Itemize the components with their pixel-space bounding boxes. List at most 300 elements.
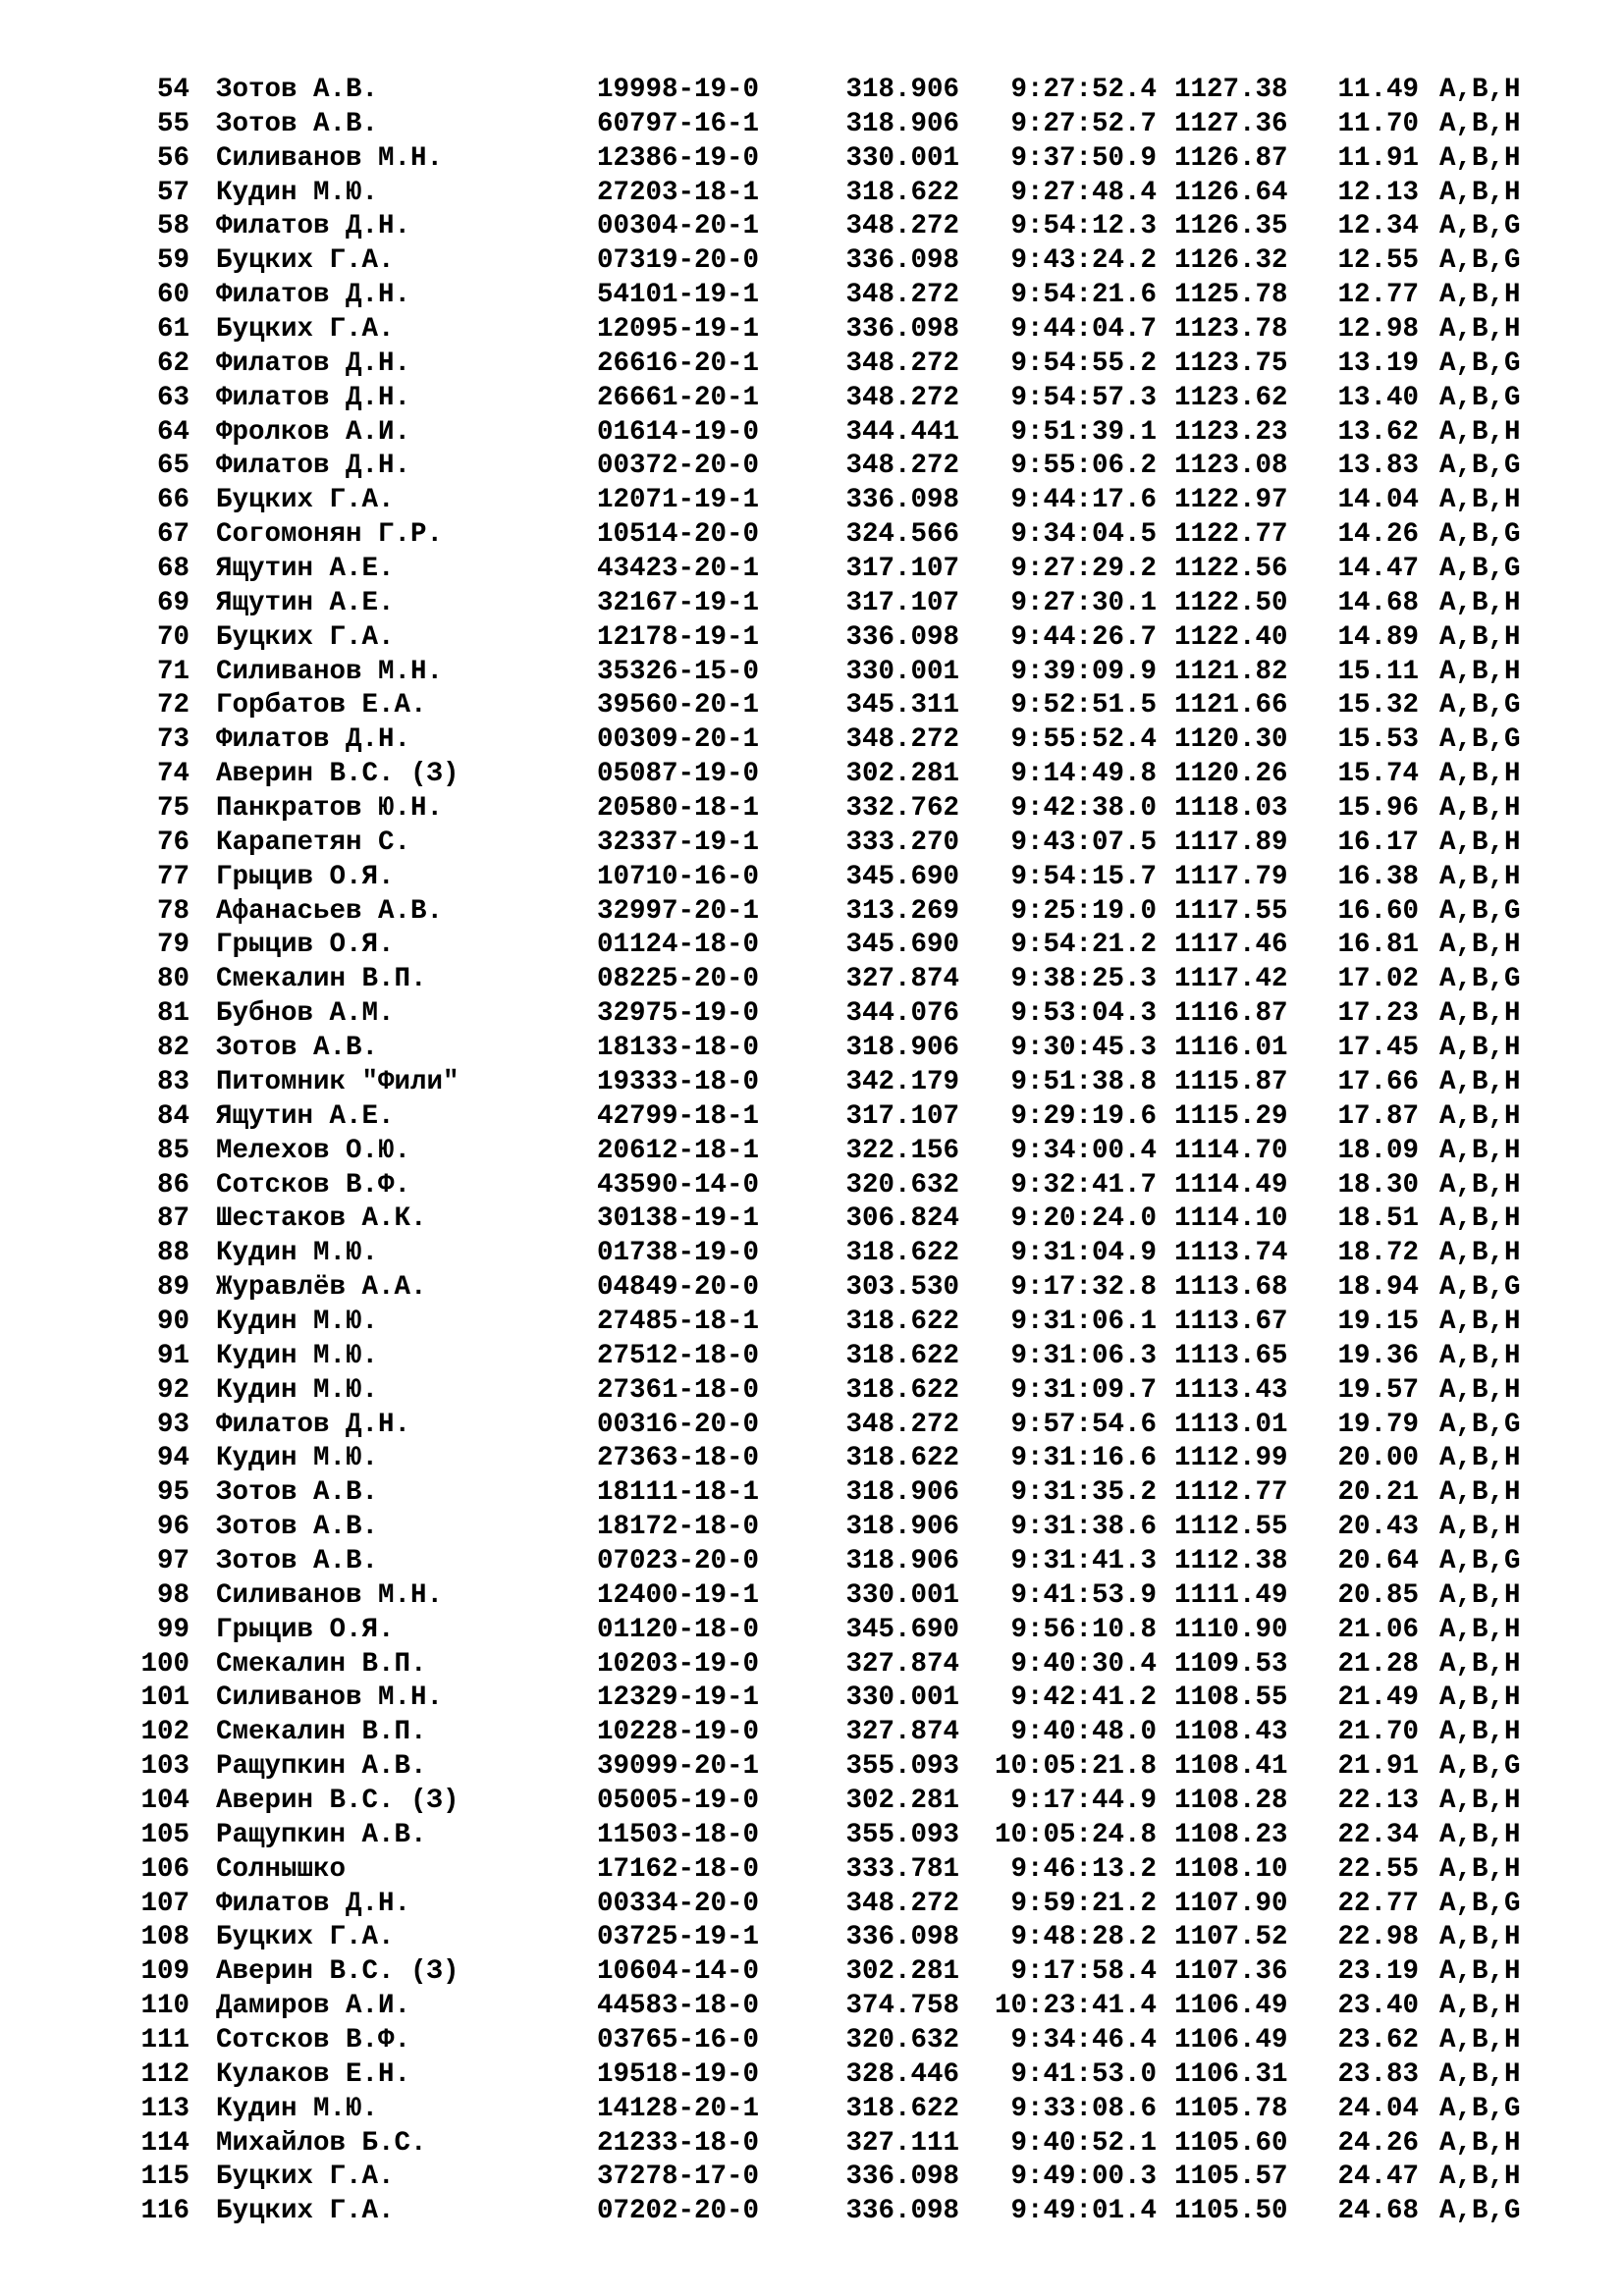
arrival-time: 9:31:04.9 xyxy=(1010,1238,1157,1269)
ring-number: 01120-18-0 xyxy=(597,1614,760,1645)
result-row xyxy=(0,1237,1623,1271)
fancier-name: Буцких Г.А. xyxy=(216,314,395,346)
speed: 1115.87 xyxy=(1174,1066,1288,1097)
coefficient: 21.70 xyxy=(1337,1717,1419,1748)
result-row xyxy=(0,2195,1623,2229)
speed: 1107.90 xyxy=(1174,1888,1288,1919)
place-number: 73 xyxy=(156,724,189,756)
fancier-name: Смекалин В.П. xyxy=(216,1717,427,1748)
category-flags: A,B,H xyxy=(1439,1033,1521,1064)
ring-number: 00309-20-1 xyxy=(597,724,760,756)
category-flags: A,B,H xyxy=(1439,621,1521,653)
fancier-name: Кудин М.Ю. xyxy=(216,1306,379,1337)
coefficient: 19.15 xyxy=(1337,1306,1419,1337)
result-row xyxy=(0,1785,1623,1819)
fancier-name: Филатов Д.Н. xyxy=(216,1888,411,1919)
fancier-name: Ящутин А.Е. xyxy=(216,554,395,585)
fancier-name: Ращупкин А.В. xyxy=(216,1819,427,1850)
distance: 318.906 xyxy=(845,75,959,105)
result-row xyxy=(0,1614,1623,1648)
ring-number: 35326-15-0 xyxy=(597,656,760,687)
place-number: 83 xyxy=(156,1066,189,1097)
speed: 1127.36 xyxy=(1174,108,1288,139)
category-flags: A,B,H xyxy=(1439,1579,1521,1611)
coefficient: 17.87 xyxy=(1337,1100,1419,1132)
ring-number: 18172-18-0 xyxy=(597,1512,760,1543)
place-number: 84 xyxy=(156,1100,189,1132)
place-number: 113 xyxy=(140,2093,189,2124)
ring-number: 01124-18-0 xyxy=(597,930,760,961)
speed: 1117.89 xyxy=(1174,827,1288,858)
category-flags: A,B,G xyxy=(1439,690,1521,721)
distance: 345.690 xyxy=(845,861,959,892)
coefficient: 14.26 xyxy=(1337,519,1419,551)
ring-number: 20612-18-1 xyxy=(597,1135,760,1166)
speed: 1110.90 xyxy=(1174,1614,1288,1645)
ring-number: 01738-19-0 xyxy=(597,1238,760,1269)
result-row xyxy=(0,1648,1623,1682)
category-flags: A,B,G xyxy=(1439,211,1521,242)
ring-number: 32167-19-1 xyxy=(597,587,760,618)
ring-number: 10203-19-0 xyxy=(597,1648,760,1680)
result-row xyxy=(0,518,1623,553)
result-row xyxy=(0,1409,1623,1443)
speed: 1117.55 xyxy=(1174,895,1288,927)
place-number: 55 xyxy=(156,108,189,139)
result-row xyxy=(0,1032,1623,1066)
arrival-time: 9:54:12.3 xyxy=(1010,211,1157,242)
distance: 320.632 xyxy=(845,2024,959,2056)
coefficient: 15.74 xyxy=(1337,759,1419,790)
coefficient: 21.06 xyxy=(1337,1614,1419,1645)
coefficient: 18.51 xyxy=(1337,1203,1419,1235)
distance: 355.093 xyxy=(845,1819,959,1850)
place-number: 98 xyxy=(156,1579,189,1611)
speed: 1126.35 xyxy=(1174,211,1288,242)
result-row xyxy=(0,1100,1623,1135)
place-number: 72 xyxy=(156,690,189,721)
distance: 348.272 xyxy=(845,347,959,379)
distance: 318.622 xyxy=(845,1238,959,1269)
fancier-name: Дамиров А.И. xyxy=(216,1991,411,2022)
result-row xyxy=(0,1853,1623,1888)
category-flags: A,B,H xyxy=(1439,2058,1521,2090)
fancier-name: Афанасьев А.В. xyxy=(216,895,444,927)
speed: 1126.64 xyxy=(1174,177,1288,208)
place-number: 91 xyxy=(156,1340,189,1371)
place-number: 110 xyxy=(140,1991,189,2022)
distance: 318.622 xyxy=(845,1443,959,1474)
speed: 1114.49 xyxy=(1174,1169,1288,1201)
ring-number: 37278-17-0 xyxy=(597,2162,760,2193)
fancier-name: Согомонян Г.Р. xyxy=(216,519,444,551)
distance: 322.156 xyxy=(845,1135,959,1166)
result-row xyxy=(0,1990,1623,2024)
result-row xyxy=(0,2024,1623,2058)
result-row xyxy=(0,1955,1623,1990)
place-number: 56 xyxy=(156,142,189,174)
distance: 336.098 xyxy=(845,2196,959,2227)
ring-number: 12329-19-1 xyxy=(597,1682,760,1714)
speed: 1112.99 xyxy=(1174,1443,1288,1474)
result-row xyxy=(0,1682,1623,1716)
category-flags: A,B,H xyxy=(1439,1819,1521,1850)
result-row xyxy=(0,621,1623,656)
coefficient: 20.85 xyxy=(1337,1579,1419,1611)
place-number: 115 xyxy=(140,2162,189,2193)
coefficient: 14.89 xyxy=(1337,621,1419,653)
arrival-time: 9:31:06.3 xyxy=(1010,1340,1157,1371)
distance: 332.762 xyxy=(845,793,959,825)
result-row xyxy=(0,1716,1623,1750)
distance: 345.311 xyxy=(845,690,959,721)
result-row xyxy=(0,929,1623,963)
fancier-name: Буцких Г.А. xyxy=(216,2162,395,2193)
arrival-time: 9:44:26.7 xyxy=(1010,621,1157,653)
speed: 1121.82 xyxy=(1174,656,1288,687)
ring-number: 10228-19-0 xyxy=(597,1717,760,1748)
place-number: 104 xyxy=(140,1785,189,1816)
fancier-name: Фролков А.И. xyxy=(216,416,411,448)
distance: 374.758 xyxy=(845,1991,959,2022)
speed: 1115.29 xyxy=(1174,1100,1288,1132)
distance: 330.001 xyxy=(845,1682,959,1714)
arrival-time: 9:20:24.0 xyxy=(1010,1203,1157,1235)
place-number: 86 xyxy=(156,1169,189,1201)
distance: 355.093 xyxy=(845,1751,959,1783)
result-row xyxy=(0,1271,1623,1306)
ring-number: 07319-20-0 xyxy=(597,245,760,277)
ring-number: 60797-16-1 xyxy=(597,108,760,139)
category-flags: A,B,H xyxy=(1439,1785,1521,1816)
coefficient: 11.70 xyxy=(1337,108,1419,139)
arrival-time: 9:33:08.6 xyxy=(1010,2093,1157,2124)
arrival-time: 9:27:29.2 xyxy=(1010,554,1157,585)
arrival-time: 9:41:53.0 xyxy=(1010,2058,1157,2090)
category-flags: A,B,H xyxy=(1439,1614,1521,1645)
fancier-name: Карапетян С. xyxy=(216,827,411,858)
fancier-name: Филатов Д.Н. xyxy=(216,280,411,311)
result-row xyxy=(0,1545,1623,1579)
category-flags: A,B,G xyxy=(1439,1545,1521,1576)
coefficient: 13.40 xyxy=(1337,382,1419,413)
coefficient: 16.81 xyxy=(1337,930,1419,961)
arrival-time: 9:55:06.2 xyxy=(1010,451,1157,482)
ring-number: 00372-20-0 xyxy=(597,451,760,482)
speed: 1108.55 xyxy=(1174,1682,1288,1714)
result-row xyxy=(0,1511,1623,1545)
fancier-name: Аверин В.С. (З) xyxy=(216,759,460,790)
place-number: 92 xyxy=(156,1374,189,1406)
distance: 324.566 xyxy=(845,519,959,551)
arrival-time: 9:34:04.5 xyxy=(1010,519,1157,551)
distance: 302.281 xyxy=(845,759,959,790)
coefficient: 18.72 xyxy=(1337,1238,1419,1269)
ring-number: 27512-18-0 xyxy=(597,1340,760,1371)
place-number: 78 xyxy=(156,895,189,927)
place-number: 95 xyxy=(156,1477,189,1509)
category-flags: A,B,H xyxy=(1439,1100,1521,1132)
coefficient: 23.62 xyxy=(1337,2024,1419,2056)
ring-number: 01614-19-0 xyxy=(597,416,760,448)
place-number: 111 xyxy=(140,2024,189,2056)
result-row xyxy=(0,142,1623,177)
speed: 1122.77 xyxy=(1174,519,1288,551)
place-number: 75 xyxy=(156,793,189,825)
speed: 1105.50 xyxy=(1174,2196,1288,2227)
coefficient: 12.55 xyxy=(1337,245,1419,277)
distance: 336.098 xyxy=(845,1922,959,1953)
fancier-name: Панкратов Ю.Н. xyxy=(216,793,444,825)
speed: 1116.87 xyxy=(1174,998,1288,1030)
arrival-time: 9:29:19.6 xyxy=(1010,1100,1157,1132)
fancier-name: Грыцив О.Я. xyxy=(216,861,395,892)
coefficient: 14.04 xyxy=(1337,485,1419,516)
category-flags: A,B,H xyxy=(1439,1443,1521,1474)
category-flags: A,B,H xyxy=(1439,1374,1521,1406)
speed: 1114.70 xyxy=(1174,1135,1288,1166)
category-flags: A,B,G xyxy=(1439,1751,1521,1783)
place-number: 64 xyxy=(156,416,189,448)
fancier-name: Грыцив О.Я. xyxy=(216,1614,395,1645)
category-flags: A,B,H xyxy=(1439,861,1521,892)
distance: 318.906 xyxy=(845,1033,959,1064)
speed: 1106.49 xyxy=(1174,2024,1288,2056)
fancier-name: Зотов А.В. xyxy=(216,1033,379,1064)
category-flags: A,B,H xyxy=(1439,2127,1521,2159)
speed: 1122.97 xyxy=(1174,485,1288,516)
coefficient: 24.47 xyxy=(1337,2162,1419,2193)
distance: 320.632 xyxy=(845,1169,959,1201)
category-flags: A,B,G xyxy=(1439,895,1521,927)
fancier-name: Питомник "Фили" xyxy=(216,1066,460,1097)
distance: 318.906 xyxy=(845,1512,959,1543)
result-row xyxy=(0,1169,1623,1203)
arrival-time: 9:31:38.6 xyxy=(1010,1512,1157,1543)
speed: 1121.66 xyxy=(1174,690,1288,721)
arrival-time: 9:39:09.9 xyxy=(1010,656,1157,687)
arrival-time: 9:31:35.2 xyxy=(1010,1477,1157,1509)
coefficient: 21.28 xyxy=(1337,1648,1419,1680)
distance: 303.530 xyxy=(845,1272,959,1304)
distance: 348.272 xyxy=(845,1409,959,1440)
coefficient: 14.68 xyxy=(1337,587,1419,618)
fancier-name: Смекалин В.П. xyxy=(216,964,427,995)
fancier-name: Силиванов М.Н. xyxy=(216,1579,444,1611)
speed: 1123.62 xyxy=(1174,382,1288,413)
arrival-time: 9:27:52.4 xyxy=(1010,75,1157,105)
result-row xyxy=(0,2161,1623,2195)
arrival-time: 10:23:41.4 xyxy=(994,1991,1157,2022)
arrival-time: 9:54:21.6 xyxy=(1010,280,1157,311)
result-row xyxy=(0,177,1623,211)
speed: 1106.49 xyxy=(1174,1991,1288,2022)
distance: 318.622 xyxy=(845,1306,959,1337)
result-row xyxy=(0,553,1623,587)
distance: 327.111 xyxy=(845,2127,959,2159)
coefficient: 22.34 xyxy=(1337,1819,1419,1850)
fancier-name: Мелехов О.Ю. xyxy=(216,1135,411,1166)
distance: 336.098 xyxy=(845,621,959,653)
arrival-time: 9:49:00.3 xyxy=(1010,2162,1157,2193)
ring-number: 27203-18-1 xyxy=(597,177,760,208)
category-flags: A,B,G xyxy=(1439,382,1521,413)
place-number: 112 xyxy=(140,2058,189,2090)
result-row xyxy=(0,963,1623,997)
ring-number: 27485-18-1 xyxy=(597,1306,760,1337)
speed: 1126.32 xyxy=(1174,245,1288,277)
category-flags: A,B,H xyxy=(1439,793,1521,825)
fancier-name: Кудин М.Ю. xyxy=(216,1238,379,1269)
coefficient: 18.09 xyxy=(1337,1135,1419,1166)
distance: 336.098 xyxy=(845,245,959,277)
distance: 318.622 xyxy=(845,177,959,208)
ring-number: 30138-19-1 xyxy=(597,1203,760,1235)
place-number: 65 xyxy=(156,451,189,482)
arrival-time: 9:37:50.9 xyxy=(1010,142,1157,174)
place-number: 82 xyxy=(156,1033,189,1064)
distance: 336.098 xyxy=(845,314,959,346)
place-number: 70 xyxy=(156,621,189,653)
ring-number: 27361-18-0 xyxy=(597,1374,760,1406)
coefficient: 20.64 xyxy=(1337,1545,1419,1576)
fancier-name: Солнышко xyxy=(216,1853,347,1885)
speed: 1120.26 xyxy=(1174,759,1288,790)
distance: 318.622 xyxy=(845,1340,959,1371)
ring-number: 54101-19-1 xyxy=(597,280,760,311)
arrival-time: 9:53:04.3 xyxy=(1010,998,1157,1030)
speed: 1117.42 xyxy=(1174,964,1288,995)
category-flags: A,B,H xyxy=(1439,827,1521,858)
ring-number: 12095-19-1 xyxy=(597,314,760,346)
speed: 1108.41 xyxy=(1174,1751,1288,1783)
distance: 348.272 xyxy=(845,280,959,311)
ring-number: 42799-18-1 xyxy=(597,1100,760,1132)
coefficient: 24.26 xyxy=(1337,2127,1419,2159)
fancier-name: Буцких Г.А. xyxy=(216,245,395,277)
coefficient: 20.21 xyxy=(1337,1477,1419,1509)
arrival-time: 9:54:15.7 xyxy=(1010,861,1157,892)
place-number: 71 xyxy=(156,656,189,687)
fancier-name: Кулаков Е.Н. xyxy=(216,2058,411,2090)
category-flags: A,B,H xyxy=(1439,1717,1521,1748)
coefficient: 13.19 xyxy=(1337,347,1419,379)
coefficient: 13.62 xyxy=(1337,416,1419,448)
ring-number: 00304-20-1 xyxy=(597,211,760,242)
result-row xyxy=(0,416,1623,451)
distance: 302.281 xyxy=(845,1785,959,1816)
category-flags: A,B,H xyxy=(1439,1682,1521,1714)
coefficient: 15.53 xyxy=(1337,724,1419,756)
result-row xyxy=(0,1066,1623,1100)
coefficient: 19.57 xyxy=(1337,1374,1419,1406)
ring-number: 32997-20-1 xyxy=(597,895,760,927)
place-number: 54 xyxy=(156,75,189,105)
arrival-time: 9:38:25.3 xyxy=(1010,964,1157,995)
arrival-time: 9:14:49.8 xyxy=(1010,759,1157,790)
ring-number: 43423-20-1 xyxy=(597,554,760,585)
result-row xyxy=(0,2093,1623,2127)
distance: 327.874 xyxy=(845,964,959,995)
fancier-name: Журавлёв А.А. xyxy=(216,1272,427,1304)
arrival-time: 9:42:38.0 xyxy=(1010,793,1157,825)
category-flags: A,B,H xyxy=(1439,1991,1521,2022)
distance: 306.824 xyxy=(845,1203,959,1235)
speed: 1107.36 xyxy=(1174,1956,1288,1988)
fancier-name: Шестаков А.К. xyxy=(216,1203,427,1235)
ring-number: 10514-20-0 xyxy=(597,519,760,551)
coefficient: 17.45 xyxy=(1337,1033,1419,1064)
result-row xyxy=(0,1476,1623,1511)
speed: 1113.43 xyxy=(1174,1374,1288,1406)
speed: 1120.30 xyxy=(1174,724,1288,756)
speed: 1105.60 xyxy=(1174,2127,1288,2159)
fancier-name: Кудин М.Ю. xyxy=(216,1443,379,1474)
ring-number: 00334-20-0 xyxy=(597,1888,760,1919)
category-flags: A,B,H xyxy=(1439,2162,1521,2193)
arrival-time: 9:34:00.4 xyxy=(1010,1135,1157,1166)
category-flags: A,B,H xyxy=(1439,314,1521,346)
distance: 345.690 xyxy=(845,1614,959,1645)
category-flags: A,B,H xyxy=(1439,142,1521,174)
place-number: 57 xyxy=(156,177,189,208)
ring-number: 21233-18-0 xyxy=(597,2127,760,2159)
distance: 317.107 xyxy=(845,587,959,618)
place-number: 60 xyxy=(156,280,189,311)
speed: 1123.08 xyxy=(1174,451,1288,482)
result-row xyxy=(0,792,1623,827)
ring-number: 18111-18-1 xyxy=(597,1477,760,1509)
fancier-name: Зотов А.В. xyxy=(216,1477,379,1509)
fancier-name: Кудин М.Ю. xyxy=(216,2093,379,2124)
place-number: 114 xyxy=(140,2127,189,2159)
result-row xyxy=(0,279,1623,313)
arrival-time: 9:44:04.7 xyxy=(1010,314,1157,346)
distance: 330.001 xyxy=(845,1579,959,1611)
result-row xyxy=(0,1750,1623,1785)
ring-number: 00316-20-0 xyxy=(597,1409,760,1440)
result-row xyxy=(0,484,1623,518)
ring-number: 03725-19-1 xyxy=(597,1922,760,1953)
distance: 318.622 xyxy=(845,2093,959,2124)
category-flags: A,B,H xyxy=(1439,1340,1521,1371)
place-number: 58 xyxy=(156,211,189,242)
arrival-time: 9:31:16.6 xyxy=(1010,1443,1157,1474)
speed: 1127.38 xyxy=(1174,75,1288,105)
place-number: 116 xyxy=(140,2196,189,2227)
category-flags: A,B,H xyxy=(1439,1648,1521,1680)
ring-number: 12400-19-1 xyxy=(597,1579,760,1611)
category-flags: A,B,G xyxy=(1439,2196,1521,2227)
fancier-name: Буцких Г.А. xyxy=(216,1922,395,1953)
ring-number: 19333-18-0 xyxy=(597,1066,760,1097)
speed: 1112.77 xyxy=(1174,1477,1288,1509)
coefficient: 23.19 xyxy=(1337,1956,1419,1988)
place-number: 68 xyxy=(156,554,189,585)
category-flags: A,B,G xyxy=(1439,1409,1521,1440)
fancier-name: Кудин М.Ю. xyxy=(216,1374,379,1406)
arrival-time: 9:27:52.7 xyxy=(1010,108,1157,139)
result-row xyxy=(0,1135,1623,1169)
category-flags: A,B,H xyxy=(1439,1477,1521,1509)
category-flags: A,B,H xyxy=(1439,1853,1521,1885)
speed: 1122.40 xyxy=(1174,621,1288,653)
speed: 1109.53 xyxy=(1174,1648,1288,1680)
speed: 1113.65 xyxy=(1174,1340,1288,1371)
result-row xyxy=(0,758,1623,792)
distance: 333.270 xyxy=(845,827,959,858)
distance: 330.001 xyxy=(845,656,959,687)
